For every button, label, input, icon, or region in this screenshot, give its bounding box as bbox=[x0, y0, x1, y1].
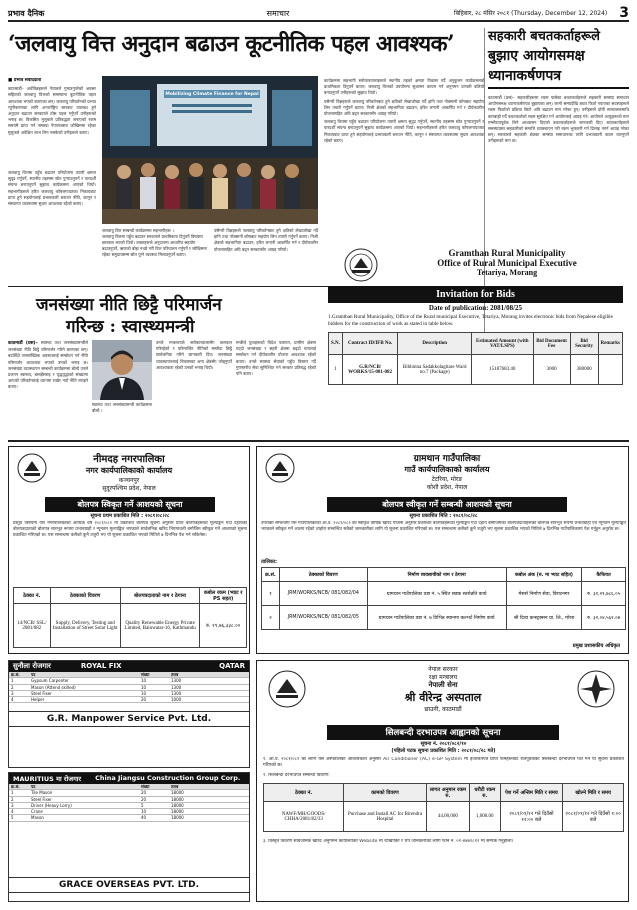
nb-cell-3: 1,000.00 bbox=[470, 802, 500, 832]
inv-th-desc: Description bbox=[398, 333, 472, 355]
ja1-r1-0: 1 bbox=[11, 678, 14, 684]
notice-bottom-org2: रक्षा मन्त्रालय bbox=[428, 674, 458, 681]
portrait-image bbox=[92, 340, 152, 400]
ja2-r1-0: 1 bbox=[11, 790, 14, 796]
page-number: 3 bbox=[619, 5, 629, 21]
nl-th-2: बोलपत्रदाताको नाम र ठेगाना bbox=[120, 588, 200, 604]
ja2-r1-1: Tile Mason bbox=[31, 790, 53, 796]
ja2-r2-2: 20 bbox=[141, 796, 147, 802]
nl-th-0: ठेक्का नं. bbox=[14, 588, 51, 604]
photo-banner-text: Mobilizing Climate Finance for Nepal bbox=[165, 92, 259, 97]
jobs-ad2-company: China Jiangsu Construction Group Corp. bbox=[95, 774, 241, 782]
ja2-r4-1: Crane bbox=[31, 809, 43, 815]
minister-photo bbox=[92, 340, 152, 400]
nr-r1-0: १ bbox=[262, 582, 280, 606]
notice-bottom-org5: छाउनी, काठमाडौं bbox=[424, 706, 462, 713]
lead-headline: ‘जलवायु वित्त अनुदान बढाउन कूटनीतिक पहल आवश्यक’ bbox=[8, 31, 455, 57]
inv-th-security: Bid Security bbox=[570, 333, 598, 355]
nr-th-2: निर्माण व्यवसायीको नाम र ठेगाना bbox=[367, 568, 506, 582]
notice-left-org4: सुदूरपश्चिम प्रदेश, नेपाल bbox=[102, 485, 156, 492]
lead-caption: जलवायु वित्त सम्बन्धी कार्यक्रममा सहभागीहरू । bbox=[102, 228, 174, 233]
table-row bbox=[262, 582, 626, 606]
nb-cell-0: NAWF/MH/GOODS/ CHHA/2081/82/33 bbox=[264, 802, 344, 832]
army-emblem-icon bbox=[576, 669, 616, 709]
inv-cell-sn: 1 bbox=[329, 355, 343, 385]
invitation-table bbox=[328, 332, 623, 385]
list-item bbox=[9, 697, 249, 703]
nl-cell-0: 14/NCB/ SSL/ 2081/082 bbox=[14, 604, 51, 648]
nl-th-3: कबोल रकम (भ्याट र PS सहत) bbox=[200, 588, 247, 604]
lead-text-6: यसैगरी विज्ञहरूले जलवायु परिवर्तनबाट हुने क्षतिको लेखाजोखा गर्दै हानि तथा नोक्सानी कोषबाट सहयोग लिन तयारी गर्नुपर्ने बताए। निजी क्षेत्रको सहभागिता बढाउन, हरित लगानी आकर्षित गर्न र दीर्घकालीन योजनासहित अघि बढ्न सरकारसँग आग्रह गरियो। bbox=[324, 98, 484, 117]
ja2-r5-1: Mason bbox=[31, 815, 44, 821]
right-story-body: काठमाडौं (प्रस)– सहकारीहरूमा रकम फसेका बचतकर्ताहरूले सहकारी समस्या समाधान आयोगसमक्ष ध्यानाकर्षणपत्र बुझाएका छन्। लामो समयदेखि बचत फिर्ता नपाएका सदस्यहरूले रकम फिर्ताको प्रक्रिया छिटो अघि बढाउन माग गरेका हुन्। उनीहरूले दोषी सञ्चालकमाथि कारबाही गर्दै बचतकर्ताको रकम सुरक्षित गर्न आयोगलाई आग्रह गरे। आयोगले आफूहरूको माग गम्भीरतापूर्वक लिने आश्वासन दिएको बचतकर्ताहरूले जानकारी दिए। बचतकर्ताहरूले समस्याग्रस्त सहकारीको सम्पत्ति व्यवस्थापन गरी रकम भुक्तानी गर्न ढिलाइ नगर्न आग्रह गरेका छन्। सरकारले सहकारी क्षेत्रका समस्या समाधानका लागि प्रभावकारी कदम चाल्नुपर्ने उनीहरूको माग छ। bbox=[488, 95, 629, 144]
story2-byline: काठमाडौं (प्रस)– bbox=[8, 341, 38, 346]
notice-gramthan bbox=[256, 446, 629, 654]
notice-left-org1: नीमदह नगरपालिका bbox=[93, 454, 165, 465]
ja2-r4-0: 4 bbox=[11, 809, 14, 815]
ja1-r3-0: 3 bbox=[11, 690, 14, 696]
lead-story-col3 bbox=[214, 228, 318, 280]
ja1-th-3: तलब bbox=[171, 672, 179, 677]
ja1-r4-2: 20 bbox=[141, 697, 147, 703]
ja1-r2-3: 1300 bbox=[171, 684, 182, 690]
notice-left-title: बोलपत्र स्विकृत गर्ने आशयको सूचना bbox=[45, 497, 215, 512]
inv-cell-fee: 3000 bbox=[533, 355, 570, 385]
nb-th-4: पेश गर्ने अन्तिम मिति र समय bbox=[500, 784, 563, 802]
jobs-ad-mauritius bbox=[8, 772, 250, 902]
lead-caption-col bbox=[102, 228, 210, 280]
ja1-r3-2: 10 bbox=[141, 690, 147, 696]
invitation-org3: Tetariya, Morang bbox=[476, 268, 538, 277]
lead-text-2: जलवायु वित्तमा पहुँच बढाउन परियोजना तयारी क्षमता सुदृढ गर्नुपर्ने, स्थानीय तहसम्म स्रोत पुर्‍याउनुपर्ने र पारदर्शी संयन्त्र बनाउनुपर्ने सुझाव कार्यक्रममा आएको थियो। सहभागीहरूले हरित जलवायु कोषलगायतका निकायबाट प्राप्त हुने सहयोगलाई प्रभावकारी बनाउन नीति, कानून र संस्थागत व्यवस्थामा सुधार आवश्यक रहेको बताए। bbox=[8, 170, 96, 207]
inv-cell-amount: 15187683.40 bbox=[472, 355, 533, 385]
nr-r2-2: ग्रामथान गाउँपालिका वडा नं. ७ विभिन्न स्थानमा कल्भर्ट निर्माण कार्य bbox=[367, 606, 506, 630]
lead-byline: ■ प्रभाव संवाददाता bbox=[8, 78, 42, 83]
jobs-ad1-company: ROYAL FIX bbox=[80, 662, 122, 670]
nl-th-1: ठेक्काको विवरण bbox=[50, 588, 120, 604]
nepal-emblem-icon bbox=[344, 248, 378, 282]
ja2-r5-0: 5 bbox=[11, 815, 14, 821]
ja2-r1-2: 20 bbox=[141, 790, 147, 796]
ja2-r2-1: Steel Fixer bbox=[31, 796, 52, 802]
ja1-r1-2: 10 bbox=[141, 678, 147, 684]
ja1-r1-1: Gypsum Carpenter bbox=[31, 678, 69, 684]
jobs-ad-qatar bbox=[8, 660, 250, 768]
right-story-title3: ध्यानाकर्षणपत्र bbox=[488, 66, 629, 89]
nb-cell-5: २०८१/०९/१२ गते दिउँसो १:०० बजे bbox=[563, 802, 624, 832]
masthead: प्रभाव दैनिक bbox=[8, 8, 45, 18]
ja1-r4-3: 1000 bbox=[171, 697, 182, 703]
notice-left-date: सूचना प्रथम प्रकाशित मिति : २०८१।०८।२८ bbox=[90, 513, 170, 519]
nr-r1-1: JRM/WORKS/NCB/ 081/082/04 bbox=[279, 582, 367, 606]
ja1-r3-3: 1300 bbox=[171, 690, 182, 696]
notice-bottom-org1: नेपाल सरकार bbox=[428, 666, 458, 673]
jobs-ad2-agency: GRACE OVERSEAS PVT. LTD. bbox=[9, 877, 249, 893]
ja2-r4-3: 18000 bbox=[171, 809, 184, 815]
ja2-r4-2: 10 bbox=[141, 809, 147, 815]
story2-text-1: स्वास्थ्य तथा जनसंख्यामन्त्रीले जनसंख्या नीति छिट्टै परिमार्जन गरिने बताएका छन्। बदलिँदो जनसांख्यिक अवस्थालाई सम्बोधन गर्न नीति परिमार्जन आवश्यक भएको उनको भनाइ छ। जनसंख्या व्यवस्थापन सम्बन्धी कार्यक्रममा बोल्दै उनले प्रजनन स्वास्थ्य, बसाइँसराइ र वृद्धवृद्धाको संख्यामा आएको परिवर्तनलाई ध्यानमा राखेर नयाँ नीति ल्याइने बताए। bbox=[8, 340, 88, 390]
ja2-r2-3: 18000 bbox=[171, 796, 184, 802]
notice-birendra-hospital bbox=[256, 660, 629, 902]
inv-th-contract: Contract ID/IFB No. bbox=[342, 333, 397, 355]
notice-bottom-item3: ३. विस्तृत विवरण सार्वजनिक खरिद अनुगमन कार्यालयको Website मा राखिएको र थप जानकारीको लागि फोन नं. ०१-४४७९८१२ मा सम्पर्क गर्नुहोला। bbox=[263, 839, 514, 844]
ja2-r1-3: 18000 bbox=[171, 790, 184, 796]
ja2-r5-2: 40 bbox=[141, 815, 147, 821]
notice-bottom-table bbox=[263, 783, 624, 832]
notice-right-body: उपरोक्त सम्बन्धमा यस गाउँपालिकाको आ.व. २०८१/०८२ को स्वीकृत वार्षिक खरिद योजना अनुसार प्रकाशित बोलपत्रहरूको मूल्याङ्कन गर्दा देहाय बमोजिमका बोलपत्रदाताहरूको बोलपत्र सारभूत रूपमा प्रभावग्राही एवं न्यूनतम मूल्याङ्कित भएकाले स्वीकृत गर्ने आशय रहेको व्यहोरा सम्बन्धित सबैको जानकारीका लागि यो सूचना प्रकाशित गरिएको छ। यस सम्बन्धमा कसैको कुनै उजुरी भए सूचना प्रकाशित भएको मितिले ७ दिनभित्र गाउँपालिकामा पेश गर्नुहुन अनुरोध छ। bbox=[261, 521, 626, 532]
story2-col3: मन्त्रीले युवाहरूको विदेश पलायन, ग्रामीण क्षेत्रमा घट्दो जनसंख्या र सहरी क्षेत्रमा बढ्दो चापलाई सम्बोधन गर्न दीर्घकालीन योजना आवश्यक रहेको बताए। उनले स्वास्थ्य सेवाको पहुँच विस्तार गर्दै गुणस्तरीय सेवा सुनिश्चित गर्न सरकार प्रतिबद्ध रहेको पनि बताए। bbox=[236, 340, 316, 377]
lead-story-col1b bbox=[8, 170, 96, 256]
story2-col1 bbox=[8, 340, 88, 432]
notice-left-org bbox=[39, 451, 219, 492]
date-line: बिहिबार, २८ मंसिर २०८१ (Thursday, December 12, 2024) bbox=[454, 10, 608, 17]
story2-caption: स्वास्थ्य तथा जनसंख्यामन्त्री कार्यक्रममा बोल्दै । bbox=[92, 402, 152, 414]
lead-photo bbox=[102, 76, 318, 224]
notice-bottom-date: (पहिलो पटक सूचना प्रकाशित मिति : २०८१/०८/२८ गते) bbox=[391, 748, 496, 754]
notice-right-org3: टेटरिया, मोरङ bbox=[431, 476, 463, 483]
nl-cell-2: Quality Renewable Energy Private Limited, Baluwatar-16, Kathmandu bbox=[120, 604, 200, 648]
inv-cell-contract: G.R/NCB/ WORKS/15-081-082 bbox=[342, 355, 397, 385]
ja1-r3-1: Steel Fixer bbox=[31, 690, 52, 696]
nb-cell-1: Purchase and Install AC for Birendra Hospital bbox=[344, 802, 426, 832]
nb-th-5: खोल्ने मिति र समय bbox=[563, 784, 624, 802]
ja2-th-0: क्र.सं. bbox=[11, 784, 20, 789]
nb-th-3: धरौटी रकम रु. bbox=[470, 784, 500, 802]
nl-cell-3: रु. १९,७६,३३८.०० bbox=[200, 604, 247, 648]
jobs-ad1-agency: G.R. Manpower Service Pvt. Ltd. bbox=[9, 711, 249, 727]
notice-right-org2: गाउँ कार्यपालिकाको कार्यालय bbox=[404, 465, 490, 474]
nb-cell-2: 44,00,000 bbox=[426, 802, 469, 832]
nl-cell-1: Supply, Delivery, Testing and Installation of Street Solar Light bbox=[50, 604, 120, 648]
nr-th-3: कबोल अंक (रु. मा भ्याट सहित) bbox=[506, 568, 582, 582]
jobs-ad2-title: MAURITIUS मा रोजगार bbox=[13, 775, 82, 783]
notice-nimdah bbox=[8, 446, 250, 654]
nr-r2-4: रु. ३२,०४,५६२.०७ bbox=[582, 606, 626, 630]
ja1-r2-1: Mason (Attend skilled) bbox=[31, 684, 76, 690]
invitation-title: Invitation for Bids bbox=[328, 286, 623, 303]
inv-cell-desc: Bibhinna Sadakkolagitare Ward no.7 (Package) bbox=[398, 355, 472, 385]
notice-right-label: तालिका: bbox=[261, 559, 277, 565]
invitation-intro: 1.Gramthan Rural Municipality, Office of the Rural municipal Executive, Tetariya, Morang invites electronic bids from Nepalese eligible bidders for the construction of work as stated in table below. bbox=[328, 314, 613, 327]
notice-bottom-org3: नेपाली सेना bbox=[428, 681, 458, 689]
ja1-th-2: संख्या bbox=[141, 672, 150, 677]
jobs-ad2-header bbox=[9, 773, 249, 784]
lead-text-7: जलवायु वित्तमा पहुँच बढाउन परियोजना तयारी क्षमता सुदृढ गर्नुपर्ने, स्थानीय तहसम्म स्रोत पुर्‍याउनुपर्ने र पारदर्शी संयन्त्र बनाउनुपर्ने सुझाव कार्यक्रममा आएको थियो। सहभागीहरूले हरित जलवायु कोषलगायतका निकायबाट प्राप्त हुने सहयोगलाई प्रभावकारी बनाउन नीति, कानून र संस्थागत व्यवस्थामा सुधार आवश्यक रहेको बताए। bbox=[324, 119, 484, 143]
jobs-ad1-header bbox=[9, 661, 249, 672]
ja1-r4-0: 4 bbox=[11, 697, 14, 703]
notice-left-org2: नगर कार्यपालिकाको कार्यालय bbox=[85, 466, 173, 475]
nb-th-1: कामको विवरण bbox=[344, 784, 426, 802]
inv-th-fee: Bid Document Fee bbox=[533, 333, 570, 355]
nb-th-2: लागत अनुमान रकम रु. bbox=[426, 784, 469, 802]
story2-headline1: जनसंख्या नीति छिट्टै परिमार्जन bbox=[36, 295, 222, 315]
ja1-th-0: क्र.सं. bbox=[11, 672, 20, 677]
divider-notices bbox=[8, 440, 629, 442]
ja2-th-1: पद bbox=[31, 784, 36, 789]
nr-r1-2: ग्रामथान गाउँपालिका वडा नं. ५ स्थित सडक स्तरोन्नति कार्य bbox=[367, 582, 506, 606]
inv-cell-security: 380000 bbox=[570, 355, 598, 385]
notice-bottom-item1: १. आ.व. २०८१/०८२ का लागि यस अस्पतालको आवश्यकता अनुसार Air Conditioner (AC) e-GP System मा इजाजतपत्र प्राप्त फर्महरूबाट रीतपूर्वकको सिलबन्दी दरभाउपत्र पेश गर्न यो सूचना प्रकाशित गरिएको छ। bbox=[263, 757, 624, 769]
nr-th-0: क्र.सं. bbox=[262, 568, 280, 582]
page-header bbox=[8, 6, 629, 22]
ja1-r2-2: 10 bbox=[141, 684, 147, 690]
ja2-r3-0: 3 bbox=[11, 802, 14, 808]
ja1-r4-1: Helper bbox=[31, 697, 45, 703]
table-row bbox=[262, 606, 626, 630]
ja2-r2-0: 2 bbox=[11, 796, 14, 802]
notice-left-org3: कञ्चनपुर bbox=[118, 477, 140, 484]
ja1-r1-3: 1300 bbox=[171, 678, 182, 684]
ja1-th-1: पद bbox=[31, 672, 36, 677]
notice-right-table bbox=[261, 567, 626, 630]
ja2-r5-3: 18000 bbox=[171, 815, 184, 821]
right-story-title2: बुझाए आयोगसमक्ष bbox=[488, 48, 585, 64]
nb-cell-4: २०८१/०९/१२ गते दिउँसो १२:०० बजे bbox=[500, 802, 563, 832]
inv-th-sn: S.N. bbox=[329, 333, 343, 355]
table-row bbox=[264, 802, 624, 832]
inv-th-amount: Estimated Amount (with VAT/LSPS) bbox=[472, 333, 533, 355]
notice-bottom-org4: श्री वीरेन्द्र अस्पताल bbox=[404, 691, 482, 704]
invitation-pub-date: Date of publication: 2081/08/25 bbox=[428, 304, 523, 312]
nr-r2-3: श्री दिव्य कन्स्ट्रक्सन प्रा. लि., मोरङ bbox=[506, 606, 582, 630]
invitation-org bbox=[392, 248, 622, 277]
nepal-emblem-icon bbox=[265, 453, 295, 483]
lead-text-5: कार्यक्रममा सहभागी सरोकारवालाहरूले स्थानीय तहको क्षमता विकास गर्दै अनुकूलन कार्यक्रमलाई प्राथमिकता दिनुपर्ने बताए। जलवायु वित्तको उपयोगमा सुशासन कायम गर्न अनुगमन प्रणाली बलियो बनाउनुपर्ने उनीहरूको सुझाव थियो। bbox=[324, 78, 484, 96]
lead-text-3: जलवायु वित्तमा पहुँच बढाउन सरकारले प्राथमिकता दिनुपर्ने विषयमा छलफल भएको थियो। वक्ताहरूले अनुदानमा आधारित सहयोग बढाउनुपर्ने, ऋणको बोझ नथप्ने गरी वित्त परिचालन गर्नुपर्ने र जोखिममा रहेका समुदायसम्म स्रोत पुग्ने व्यवस्था मिलाउनुपर्ने बताए। bbox=[102, 234, 207, 257]
nr-r1-4: रु. ३१,२१,७८६.०५ bbox=[582, 582, 626, 606]
inv-th-remarks: Remarks bbox=[598, 333, 623, 355]
nr-th-1: ठेक्काको विवरण bbox=[279, 568, 367, 582]
ja2-th-3: तलब bbox=[171, 784, 179, 789]
nr-th-4: कैफियत bbox=[582, 568, 626, 582]
notice-bottom-num: सूचना नं. २०८१/०८२/१० bbox=[420, 741, 467, 747]
lead-text-1: काठमाडौं– अर्थविज्ञहरूले नेपालले गुमाउनुपरेको अवसर सहितको जलवायु वित्तको समस्यामा कूटनीतिक पहल आवश्यक भएको बताएका छन्। जलवायु परिवर्तनको प्रभाव न्यूनीकरणका लागि अन्तर्राष्ट्रिय स्तरबाट उपलब्ध हुने अनुदान बढाउन सरकारले ठोस पहल गर्नुपर्ने उनीहरूको भनाइ छ। विकसित मुलुकले प्रतिबद्धता जनाएको रकम समयमै प्राप्त गर्न नसक्दा नेपालजस्ता जोखिममा रहेका मुलुकले अपेक्षित लाभ लिन नसकेको उनीहरूले बताए। bbox=[8, 86, 96, 135]
ja2-r3-1: Driver (Heavy Lorry) bbox=[31, 802, 72, 808]
nr-r2-0: २ bbox=[262, 606, 280, 630]
notice-bottom-title: सिलबन्दी दरभाउपत्र आह्वानको सूचना bbox=[327, 725, 559, 740]
jobs-ad1-title: सुनौला रोजगार bbox=[13, 662, 51, 670]
story2-headline2: गरिन्छ : स्वास्थ्यमन्त्री bbox=[66, 317, 195, 337]
nr-r1-3: मेसर्स निर्माण सेवा, विराटनगर bbox=[506, 582, 582, 606]
jobs-ad1-country: QATAR bbox=[219, 662, 245, 670]
inv-cell-remarks bbox=[598, 355, 623, 385]
ja2-r3-2: 5 bbox=[141, 802, 144, 808]
story2-col2: उनले मन्त्रालयले सरोकारवालासँग छलफल गरिरहेको र परिमार्जित नीतिको मस्यौदा छिट्टै सार्वजनिक गरिने जानकारी दिए। जनसंख्या व्यवस्थापनलाई विकासका अन्य क्षेत्रसँग जोड्नुपर्ने आवश्यकता रहेको उनको भनाइ थियो। bbox=[156, 340, 232, 370]
nepal-emblem-icon bbox=[267, 669, 307, 709]
notice-bottom-org bbox=[337, 665, 549, 713]
right-story-title1: सहकारी बचतकर्ताहरूले bbox=[488, 29, 600, 44]
ja1-r2-0: 2 bbox=[11, 684, 14, 690]
notice-bottom-item2: २. सिलबन्दी दरभाउपत्र सम्बन्धी विवरण: bbox=[263, 773, 330, 778]
invitation-org2: Office of Rural Municipal Executive bbox=[437, 258, 577, 268]
notice-right-org bbox=[347, 451, 547, 491]
notice-right-footer: प्रमुख प्रशासकीय अधिकृत bbox=[572, 643, 620, 649]
invitation-org1: Gramthan Rural Municipality bbox=[448, 248, 566, 258]
notice-right-org4: कोशी प्रदेश, नेपाल bbox=[426, 484, 468, 491]
notice-left-body: प्रस्तुत विषयमा यस नगरपालिकाको आर्थिक वर्ष २०८१/०८२ मा प्रकाशित बोलपत्र सूचना अनुसार प्राप्त बोलपत्रहरूको मूल्याङ्कन गर्दा देहायको बोलपत्रदाताको बोलपत्र सारभूत रूपमा प्रभावग्राही र न्यूनतम मूल्याङ्कित भएकाले सार्वजनिक खरिद नियमावली बमोजिम स्वीकृत गर्ने आशयको सूचना प्रकाशित गरिएको छ। यस सम्बन्धमा कसैको कुनै उजुरी भए यो सूचना प्रकाशित भएको मितिले ७ दिनभित्र पेश गर्न सकिनेछ। bbox=[13, 521, 247, 538]
invitation-for-bids bbox=[322, 242, 629, 437]
notice-right-date: सूचना प्रकाशित मिति : २०८१/०८/२८ bbox=[409, 513, 478, 519]
list-item bbox=[9, 815, 249, 821]
nr-r2-1: JRM/WORKS/NCB/ 081/082/05 bbox=[279, 606, 367, 630]
event-stage-image bbox=[102, 76, 318, 224]
notice-right-org1: ग्रामथान गाउँपालिका bbox=[413, 454, 481, 464]
ja2-th-2: संख्या bbox=[141, 784, 150, 789]
nb-th-0: ठेक्का नं. bbox=[264, 784, 344, 802]
notice-left-table bbox=[13, 587, 247, 648]
notice-right-title: बोलपत्र स्वीकृत गर्ने सम्बन्धी आशयको सूचना bbox=[327, 497, 567, 512]
lead-text-4: यसैगरी विज्ञहरूले जलवायु परिवर्तनबाट हुने क्षतिको लेखाजोखा गर्दै हानि तथा नोक्सानी कोषबाट सहयोग लिन तयारी गर्नुपर्ने बताए। निजी क्षेत्रको सहभागिता बढाउन, हरित लगानी आकर्षित गर्न र दीर्घकालीन योजनासहित अघि बढ्न सरकारसँग आग्रह गरियो। bbox=[214, 228, 318, 252]
section-label: समाचार bbox=[266, 8, 290, 18]
ja2-r3-3: 18000 bbox=[171, 802, 184, 808]
